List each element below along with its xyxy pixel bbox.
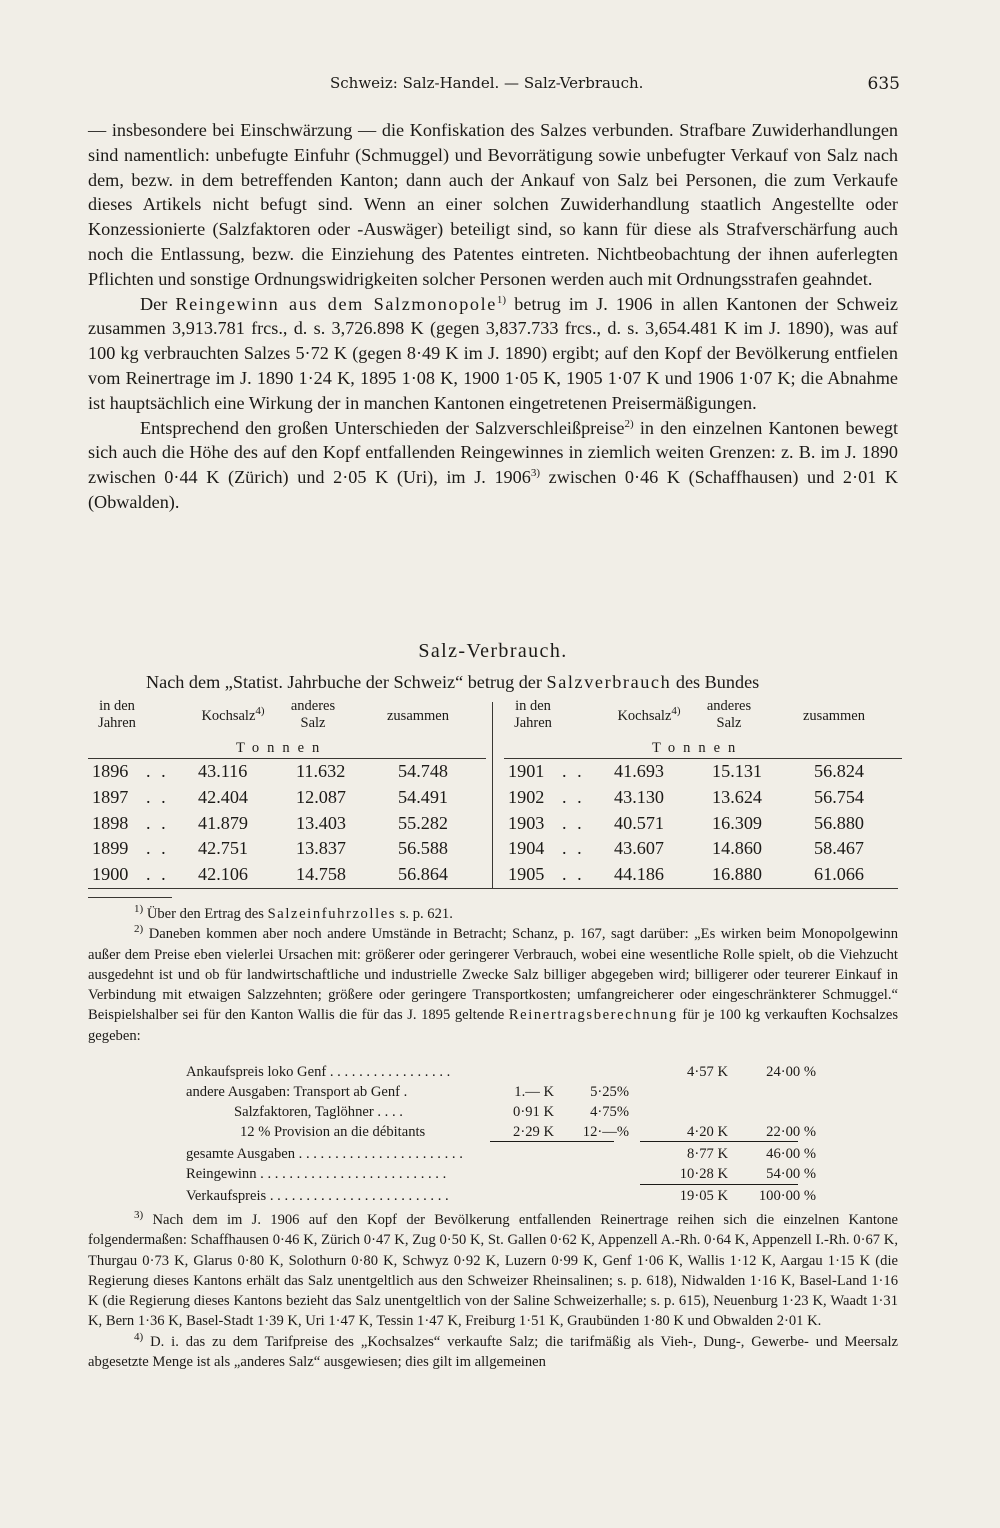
cell-zusammen: 56.754 bbox=[814, 786, 865, 807]
cell-zusammen: 56.864 bbox=[398, 864, 449, 885]
cell-anderes: 13.403 bbox=[296, 812, 347, 833]
header-kochsalz-label: Kochsalz bbox=[201, 708, 256, 724]
header-anderes: anderes Salz bbox=[290, 698, 336, 731]
cell-anderes: 14.860 bbox=[712, 838, 763, 859]
table-header-right bbox=[504, 698, 902, 746]
calc-subtotal-rule bbox=[490, 1141, 614, 1142]
calc-value-k: 1.— K bbox=[514, 1084, 554, 1100]
paragraph-2 bbox=[88, 292, 898, 416]
table-row bbox=[88, 836, 486, 862]
footnotes-top bbox=[88, 904, 898, 1046]
table-intro bbox=[88, 672, 898, 693]
cell-kochsalz: 41.693 bbox=[614, 761, 665, 781]
cell-leader-dots: . . bbox=[146, 864, 169, 885]
calc-value-k: 4·20 K bbox=[687, 1124, 728, 1140]
table-bottom-rule bbox=[88, 888, 898, 889]
cell-leader-dots: . . bbox=[562, 838, 585, 859]
calc-value-pct: 24·00 % bbox=[766, 1064, 816, 1080]
calc-value-pct: 4·75% bbox=[590, 1104, 629, 1120]
paragraph-3-start: Entsprechend den großen Unterschieden der Salzverschleißpreise bbox=[140, 417, 625, 438]
header-years: in den Jahren bbox=[98, 698, 136, 731]
cell-zusammen: 54.491 bbox=[398, 786, 449, 807]
table-row bbox=[88, 759, 486, 785]
footnote-2 bbox=[88, 924, 898, 1046]
cell-year: 1903 bbox=[508, 812, 545, 833]
calc-label: gesamte Ausgaben . . . . . . . . . . . . . . . . . . . . . . . bbox=[186, 1146, 463, 1162]
table-intro-emphasis: Salzverbrauch bbox=[546, 672, 672, 692]
paragraph-2-emphasis: Reingewinn aus dem Salzmonopole bbox=[175, 293, 497, 314]
cell-year: 1899 bbox=[92, 838, 129, 859]
cell-year: 1901 bbox=[508, 761, 545, 781]
body-text bbox=[88, 118, 898, 515]
calc-label: Ankaufspreis loko Genf . . . . . . . . . . . . . . . . . bbox=[186, 1064, 451, 1080]
running-header bbox=[330, 74, 900, 94]
footnote-1 bbox=[88, 904, 898, 924]
calc-value-k: 4·57 K bbox=[687, 1064, 728, 1080]
cell-zusammen: 54.748 bbox=[398, 761, 449, 781]
footnote-ref-3: 3) bbox=[530, 467, 540, 480]
header-kochsalz bbox=[188, 705, 278, 725]
paragraph-1: — insbesondere bei Einschwärzung — die Konfiskation des Salzes verbunden. Strafbare Zuwiderhandlungen sind namentlich: unbefugte Einfuhr (Schmuggel) und Bevorrätigung sowie unbefugter Verkauf von Salz nach dem, bezw. in dem betreffenden Kanton; dann auch der Ankauf von Salz bei Personen, die zum Verkaufe dieses Artikels nicht befugt sind. Wenn an einer solchen Zuwiderhandlung staatlich Angestellte oder Konzessionierte (Salzfaktoren oder -Auswäger) beteiligt sind, so kann für diese als Strafverschärfung auch noch die Entlassung, bezw. die Einziehung des Patentes eintreten. Nichtbeobachtung der ihnen auferlegten Pflichten und sonstige Ordnungswidrigkeiten solcher Personen werden auch mit Ordnungsstrafen geahndet. bbox=[88, 120, 898, 289]
footnote-1-start: Über den Ertrag des bbox=[143, 906, 268, 922]
paragraph-2-rest: betrug im J. 1906 in allen Kantonen der Schweiz zusammen 3,913.781 frcs., d. s. 3,726.898 K (gegen 3,837.733 frcs., d. s. 3,654.481 K im J. 1890), was auf 100 kg verbrauchten Salzes 5·72 K (gegen 8·49 K im J. 1890) ergibt; auf den Kopf der Bevölkerung entfielen vom Reinertrage im J. 1890 1·24 K, 1895 1·08 K, 1900 1·05 K, 1905 1·07 K und 1906 1·07 K; die Abnahme ist hauptsächlich eine Wirkung der in manchen Kantonen eingetretenen Preisermäßigungen. bbox=[88, 293, 899, 413]
calc-row-reingewinn bbox=[186, 1164, 886, 1184]
paragraph-3-middle: in den einzelnen Kantonen bewegt sich auch die Höhe des auf den Kopf entfallenden Reingewinnes in ziemlich weiten Grenzen: z. B. im J. 1890 zwischen 0·44 K (Zürich) und 2·05 K (Uri), im J. 1906 bbox=[88, 417, 898, 488]
table-row bbox=[88, 811, 486, 837]
section-heading: Salz-Verbrauch. bbox=[418, 640, 568, 662]
footnotes-bottom bbox=[88, 1210, 898, 1372]
footnote-1-emphasis: Salzeinfuhrzolles bbox=[267, 906, 397, 922]
calc-row-provision bbox=[186, 1122, 886, 1142]
cell-leader-dots: . . bbox=[146, 761, 169, 781]
footnote-4-text: D. i. das zu dem Tarifpreise des „Kochsalzes“ verkaufte Salz; die tarifmäßig als Vieh-, Dung-, Gewerbe- und Meersalz abgesetzte Menge ist als „anderes Salz“ ausgewiesen; dies gilt im allgemeinen bbox=[88, 1333, 898, 1371]
paragraph-3-end: zwischen 0·46 K (Schaffhausen) und 2·01 K (Obwalden). bbox=[88, 467, 899, 512]
header-kochsalz-ref: 4) bbox=[255, 705, 265, 718]
calc-value-pct: 12·—% bbox=[582, 1124, 629, 1140]
cell-kochsalz: 42.751 bbox=[198, 838, 249, 859]
cell-zusammen: 56.588 bbox=[398, 838, 449, 859]
footnote-1-end: s. p. 621. bbox=[396, 906, 453, 922]
paragraph-3 bbox=[88, 416, 898, 515]
cell-kochsalz: 41.879 bbox=[198, 812, 249, 833]
calc-value-pct: 22·00 % bbox=[766, 1124, 816, 1140]
cell-year: 1897 bbox=[92, 786, 129, 807]
revenue-calculation bbox=[88, 1062, 898, 1210]
header-zusammen: zusammen bbox=[386, 708, 449, 724]
calc-value-pct: 100·00 % bbox=[758, 1188, 816, 1204]
table-row bbox=[504, 811, 902, 837]
cell-kochsalz: 42.106 bbox=[198, 864, 249, 885]
calc-row-faktoren bbox=[186, 1102, 886, 1122]
calc-label: Salzfaktoren, Taglöhner . . . . bbox=[234, 1104, 403, 1120]
calc-value-pct: 5·25% bbox=[590, 1084, 629, 1100]
footnote-3-text: Nach dem im J. 1906 auf den Kopf der Bevölkerung entfallenden Reinertrage reihen sich die einzelnen Kantone folgendermaßen: Schaffhausen 0·46 K, Zürich 0·47 K, Zug 0·50 K, St. Gallen 0·62 K, Appenzell A.-Rh. 0·64 K, Appenzell I.-Rh. 0·67 K, Thurgau 0·73 K, Glarus 0·80 K, Solothurn 0·80 K, Schwyz 0·92 K, Luzern 0·99 K, Genf 1·06 K, Wallis 1·12 K, Aargau 1·15 K (die Regierung dieses Kantons erhält das Salz unentgeltlich aus den Schweizer Rheinsalinen; s. p. 618), Nidwalden 1·16 K, Basel-Land 1·16 K (die Regierung dieses Kantons bezieht das Salz unentgeltlich von der Saline Schweizerhalle; s. p. 615), Neuenburg 1·23 K, Waadt 1·31 K, Bern 1·36 K, Basel-Stadt 1·39 K, Uri 1·47 K, Tessin 1·47 K, Freiburg 1·51 K, Graubünden 1·80 K und Obwalden 2·01 K. bbox=[88, 1212, 898, 1330]
cell-kochsalz: 44.186 bbox=[614, 864, 665, 885]
calc-value-pct: 46·00 % bbox=[766, 1146, 816, 1162]
cell-anderes: 16.880 bbox=[712, 864, 763, 885]
cell-leader-dots: . . bbox=[562, 761, 585, 781]
table-row bbox=[504, 759, 902, 785]
cell-leader-dots: . . bbox=[146, 838, 169, 859]
calc-subtotal-rule bbox=[640, 1141, 798, 1142]
cell-anderes: 13.837 bbox=[296, 838, 347, 859]
calc-row-verkauf bbox=[186, 1186, 886, 1206]
footnote-3 bbox=[88, 1210, 898, 1332]
unit-label-left: Tonnen bbox=[236, 740, 328, 756]
calc-total-rule bbox=[640, 1184, 798, 1185]
cell-year: 1896 bbox=[92, 761, 129, 781]
paragraph-2-start: Der bbox=[140, 293, 176, 314]
cell-anderes: 12.087 bbox=[296, 786, 347, 807]
table-row bbox=[88, 785, 486, 811]
cell-zusammen: 56.824 bbox=[814, 761, 865, 781]
cell-anderes: 16.309 bbox=[712, 812, 763, 833]
footnote-1-mark: 1) bbox=[134, 903, 144, 916]
footnote-2-text: Daneben kommen aber noch andere Umstände in Betracht; Schanz, p. 167, sagt darüber: „Es wirken beim Monopolgewinn außer dem Preise eben vielerlei Ursachen mit: größerer oder geringerer Verbrauch, wobei eine wesentliche Rolle spielt, ob die Viehzucht ausgedehnt ist und ob für landwirtschaftliche und industrielle Zwecke Salz billiger abgegeben wird; billigerer oder teurerer Einkauf in Verbindung mit etwaigen Salzzehnten; größere oder geringere Transportkosten; umfangreicherer oder eingeschränkterer Schmuggel.“ Beispielshalber sei für den Kanton Wallis die für das J. 1895 geltende bbox=[88, 926, 898, 1024]
cell-zusammen: 61.066 bbox=[814, 864, 865, 885]
footnote-ref-1: 1) bbox=[496, 293, 507, 306]
table-intro-start: Nach dem „Statist. Jahrbuche der Schweiz“ betrug der bbox=[146, 672, 547, 692]
table-row bbox=[504, 862, 902, 888]
table-row bbox=[88, 862, 486, 888]
table-intro-end: des Bundes bbox=[671, 672, 760, 692]
header-kochsalz bbox=[604, 705, 694, 725]
table-row bbox=[504, 785, 902, 811]
table-header-left bbox=[88, 698, 486, 746]
header-years: in den Jahren bbox=[514, 698, 552, 731]
cell-year: 1902 bbox=[508, 786, 545, 807]
calc-label: andere Ausgaben: Transport ab Genf . bbox=[186, 1084, 408, 1100]
cell-leader-dots: . . bbox=[146, 812, 169, 833]
cell-leader-dots: . . bbox=[562, 864, 585, 885]
cell-kochsalz: 43.607 bbox=[614, 838, 665, 859]
table-rows-right bbox=[504, 758, 902, 888]
cell-anderes: 11.632 bbox=[296, 761, 346, 781]
cell-kochsalz: 43.130 bbox=[614, 786, 665, 807]
calc-value-k: 2·29 K bbox=[513, 1124, 554, 1140]
unit-label-right: Tonnen bbox=[652, 740, 744, 756]
header-zusammen: zusammen bbox=[802, 708, 865, 724]
cell-anderes: 14.758 bbox=[296, 864, 347, 885]
cell-year: 1904 bbox=[508, 838, 545, 859]
calc-label: 12 % Provision an die débitants bbox=[240, 1124, 426, 1140]
footnote-4 bbox=[88, 1332, 898, 1373]
footnote-3-mark: 3) bbox=[134, 1209, 144, 1222]
calc-label: Reingewinn . . . . . . . . . . . . . . . . . . . . . . . . . . bbox=[186, 1166, 447, 1182]
calc-value-pct: 54·00 % bbox=[766, 1166, 816, 1182]
calc-value-k: 19·05 K bbox=[679, 1188, 728, 1204]
cell-zusammen: 58.467 bbox=[814, 838, 865, 859]
footnote-4-mark: 4) bbox=[134, 1330, 144, 1343]
calc-row-transport bbox=[186, 1082, 886, 1102]
footnote-2-end: für je 100 kg verkauften Kochsalzes gegeben: bbox=[88, 1007, 899, 1044]
page-number: 635 bbox=[867, 74, 900, 94]
footnote-2-emphasis: Reinertragsberechnung bbox=[508, 1007, 678, 1024]
footnote-ref-2: 2) bbox=[624, 417, 634, 430]
footnote-2-mark: 2) bbox=[134, 923, 144, 936]
cell-kochsalz: 40.571 bbox=[614, 812, 665, 833]
cell-kochsalz: 42.404 bbox=[198, 786, 249, 807]
cell-anderes: 15.131 bbox=[712, 761, 763, 781]
cell-kochsalz: 43.116 bbox=[198, 761, 248, 781]
header-kochsalz-ref: 4) bbox=[671, 705, 681, 718]
calc-value-k: 10·28 K bbox=[679, 1166, 728, 1182]
cell-leader-dots: . . bbox=[562, 812, 585, 833]
calc-value-k: 0·91 K bbox=[513, 1104, 554, 1120]
calc-row-gesamt bbox=[186, 1144, 886, 1164]
table-column-divider bbox=[492, 702, 493, 888]
calc-value-k: 8·77 K bbox=[687, 1146, 728, 1162]
calc-label: Verkaufspreis . . . . . . . . . . . . . . . . . . . . . . . . . bbox=[186, 1188, 449, 1204]
header-kochsalz-label: Kochsalz bbox=[617, 708, 672, 724]
footnote-separator bbox=[88, 897, 172, 898]
running-title: Schweiz: Salz-Handel. — Salz-Verbrauch. bbox=[330, 74, 644, 92]
calc-row-ankauf bbox=[186, 1062, 886, 1082]
table-rows-left bbox=[88, 758, 486, 888]
header-anderes: anderes Salz bbox=[706, 698, 752, 731]
cell-leader-dots: . . bbox=[562, 786, 585, 807]
cell-leader-dots: . . bbox=[146, 786, 169, 807]
cell-year: 1905 bbox=[508, 864, 545, 885]
cell-zusammen: 55.282 bbox=[398, 812, 449, 833]
cell-year: 1898 bbox=[92, 812, 129, 833]
cell-year: 1900 bbox=[92, 864, 129, 885]
cell-anderes: 13.624 bbox=[712, 786, 763, 807]
cell-zusammen: 56.880 bbox=[814, 812, 865, 833]
table-row bbox=[504, 836, 902, 862]
